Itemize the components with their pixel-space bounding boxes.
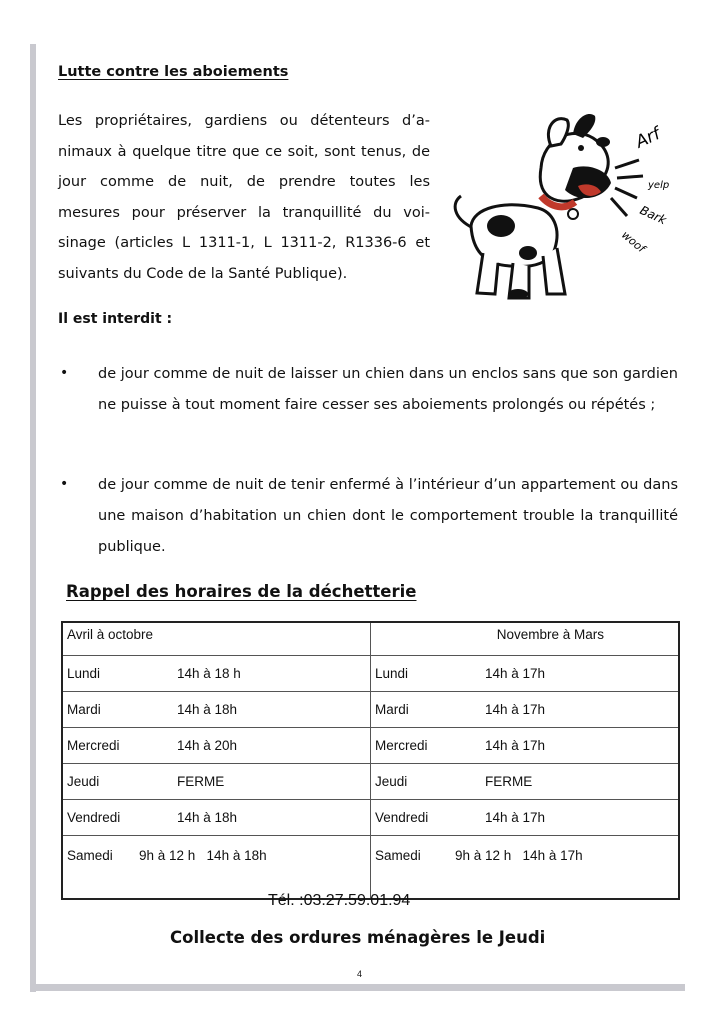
dog-sound-1: Arf <box>632 124 664 153</box>
hours-value: 14h à 20h <box>177 738 238 753</box>
day-label: Jeudi <box>67 774 100 789</box>
day-label: Vendredi <box>375 810 429 825</box>
page-bottom-border <box>30 984 685 991</box>
day-label: Jeudi <box>375 774 408 789</box>
hours-value: 14h à 17h <box>485 666 546 681</box>
page-number: 4 <box>357 969 363 979</box>
dog-sound-2: yelp <box>648 180 670 191</box>
collecte-notice: Collecte des ordures ménagères le Jeudi <box>170 928 546 947</box>
table-row <box>62 656 679 692</box>
header-winter: Novembre à Mars <box>371 622 680 656</box>
bullet-dot: • <box>60 476 69 492</box>
hours-value: 14h à 18h <box>177 702 238 717</box>
opening-hours-table <box>61 621 680 900</box>
table-row <box>62 728 679 764</box>
hours-value: FERME <box>485 774 533 789</box>
table-row <box>62 692 679 728</box>
barking-dog-illustration <box>443 108 693 313</box>
hours-value: 9h à 12 h 14h à 17h <box>455 848 583 863</box>
hours-value: 14h à 17h <box>485 738 546 753</box>
hours-value: FERME <box>177 774 225 789</box>
day-label: Vendredi <box>67 810 121 825</box>
bullet-dot: • <box>60 365 69 381</box>
dog-sound-4: woof <box>619 228 648 256</box>
hours-value: 14h à 17h <box>485 702 546 717</box>
hours-value: 14h à 17h <box>485 810 546 825</box>
day-label: Mercredi <box>375 738 428 753</box>
day-label: Lundi <box>375 666 409 681</box>
hours-value: 14h à 18h <box>177 810 238 825</box>
page-side-border <box>30 44 36 992</box>
day-label: Samedi <box>375 848 421 863</box>
section-title-dechetterie: Rappel des horaires de la déchetterie <box>66 582 417 601</box>
day-label: Mardi <box>67 702 101 717</box>
day-label: Mardi <box>375 702 409 717</box>
hours-value: 9h à 12 h 14h à 18h <box>139 848 267 863</box>
table-row <box>62 836 679 900</box>
bullet-item-2: de jour comme de nuit de tenir enfermé à l’intérieur d’un appartement ou dans une maison d’habitation un chien dont le comportement trouble la tranquillité publique. <box>98 477 678 555</box>
hours-value: 14h à 18 h <box>177 666 241 681</box>
intro-paragraph: Les propriétaires, gardiens ou détenteurs d’a-nimaux à quelque titre que ce soit, sont tenus, de jour comme de nuit, de prendre toutes les mesures pour préserver la tranquillité du voi-sinage (articles L 1311-1, L 1311-2, R1336-6 et suivants du Code de la Santé Publique). <box>58 113 430 282</box>
section-title-aboiements: Lutte contre les aboiements <box>58 64 289 80</box>
interdit-heading: Il est interdit : <box>58 311 173 327</box>
header-summer: Avril à octobre <box>62 622 371 656</box>
phone-number: Tél. :03.27.59.01.94 <box>268 892 411 909</box>
day-label: Lundi <box>67 666 101 681</box>
dog-sound-3: Bark <box>637 203 669 228</box>
day-label: Samedi <box>67 848 113 863</box>
table-header-row <box>62 622 679 656</box>
table-row <box>62 764 679 800</box>
table-row <box>62 800 679 836</box>
day-label: Mercredi <box>67 738 120 753</box>
bullet-item-1: de jour comme de nuit de laisser un chien dans un enclos sans que son gardien ne puisse à tout moment faire cesser ses aboiements prolongés ou répétés ; <box>98 366 678 413</box>
